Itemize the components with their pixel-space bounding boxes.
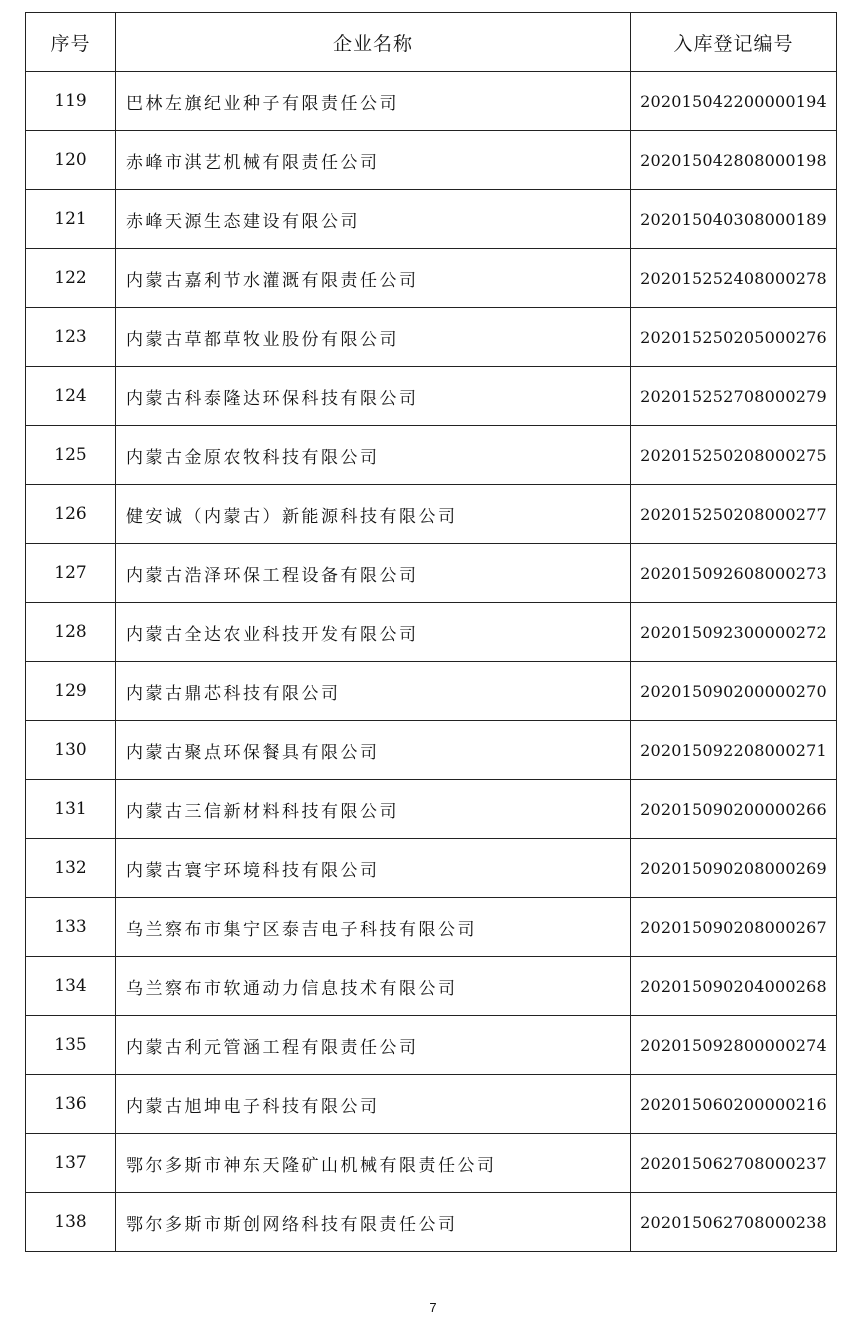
row-registration-code: 202015090204000268 <box>631 957 837 1016</box>
table-row <box>26 839 837 898</box>
row-index: 133 <box>26 898 116 957</box>
row-index: 137 <box>26 1134 116 1193</box>
row-company-name: 内蒙古草都草牧业股份有限公司 <box>116 308 631 367</box>
table-row <box>26 1193 837 1252</box>
table-row <box>26 662 837 721</box>
table-row <box>26 308 837 367</box>
table-row <box>26 1075 837 1134</box>
row-registration-code: 202015092800000274 <box>631 1016 837 1075</box>
row-company-name: 内蒙古三信新材料科技有限公司 <box>116 780 631 839</box>
row-registration-code: 202015090208000269 <box>631 839 837 898</box>
enterprise-registry-table <box>25 12 837 1252</box>
row-index: 138 <box>26 1193 116 1252</box>
row-registration-code: 202015250208000275 <box>631 426 837 485</box>
row-registration-code: 202015092300000272 <box>631 603 837 662</box>
table-row <box>26 957 837 1016</box>
enterprise-registry-table-container <box>25 12 836 1252</box>
table-row <box>26 249 837 308</box>
table-row <box>26 780 837 839</box>
table-header-row <box>26 13 837 72</box>
row-index: 126 <box>26 485 116 544</box>
table-row <box>26 131 837 190</box>
row-registration-code: 202015042808000198 <box>631 131 837 190</box>
row-company-name: 内蒙古聚点环保餐具有限公司 <box>116 721 631 780</box>
row-registration-code: 202015062708000237 <box>631 1134 837 1193</box>
row-company-name: 内蒙古嘉利节水灌溉有限责任公司 <box>116 249 631 308</box>
table-row <box>26 485 837 544</box>
row-index: 127 <box>26 544 116 603</box>
header-index: 序号 <box>26 13 116 72</box>
row-index: 134 <box>26 957 116 1016</box>
row-company-name: 健安诚（内蒙古）新能源科技有限公司 <box>116 485 631 544</box>
row-company-name: 巴林左旗纪业种子有限责任公司 <box>116 72 631 131</box>
header-registration-code: 入库登记编号 <box>631 13 837 72</box>
row-company-name: 赤峰市淇艺机械有限责任公司 <box>116 131 631 190</box>
table-row <box>26 1134 837 1193</box>
table-row <box>26 544 837 603</box>
row-index: 128 <box>26 603 116 662</box>
row-company-name: 鄂尔多斯市斯创网络科技有限责任公司 <box>116 1193 631 1252</box>
row-index: 129 <box>26 662 116 721</box>
row-registration-code: 202015090208000267 <box>631 898 837 957</box>
row-company-name: 内蒙古全达农业科技开发有限公司 <box>116 603 631 662</box>
row-registration-code: 202015250205000276 <box>631 308 837 367</box>
row-registration-code: 202015252708000279 <box>631 367 837 426</box>
row-company-name: 鄂尔多斯市神东天隆矿山机械有限责任公司 <box>116 1134 631 1193</box>
table-row <box>26 367 837 426</box>
row-index: 122 <box>26 249 116 308</box>
row-registration-code: 202015250208000277 <box>631 485 837 544</box>
table-row <box>26 426 837 485</box>
row-registration-code: 202015092608000273 <box>631 544 837 603</box>
row-company-name: 乌兰察布市软通动力信息技术有限公司 <box>116 957 631 1016</box>
row-company-name: 内蒙古寰宇环境科技有限公司 <box>116 839 631 898</box>
table-row <box>26 72 837 131</box>
row-registration-code: 202015090200000266 <box>631 780 837 839</box>
row-company-name: 内蒙古科泰隆达环保科技有限公司 <box>116 367 631 426</box>
row-company-name: 内蒙古鼎芯科技有限公司 <box>116 662 631 721</box>
table-row <box>26 190 837 249</box>
row-company-name: 内蒙古浩泽环保工程设备有限公司 <box>116 544 631 603</box>
row-index: 135 <box>26 1016 116 1075</box>
row-registration-code: 202015040308000189 <box>631 190 837 249</box>
row-index: 130 <box>26 721 116 780</box>
row-registration-code: 202015090200000270 <box>631 662 837 721</box>
row-company-name: 内蒙古金原农牧科技有限公司 <box>116 426 631 485</box>
row-registration-code: 202015092208000271 <box>631 721 837 780</box>
row-index: 131 <box>26 780 116 839</box>
row-index: 124 <box>26 367 116 426</box>
row-index: 125 <box>26 426 116 485</box>
row-index: 121 <box>26 190 116 249</box>
row-registration-code: 202015042200000194 <box>631 72 837 131</box>
page-number: 7 <box>429 1300 437 1315</box>
table-row <box>26 1016 837 1075</box>
table-row <box>26 898 837 957</box>
table-row <box>26 603 837 662</box>
header-company-name: 企业名称 <box>116 13 631 72</box>
row-index: 119 <box>26 72 116 131</box>
table-body <box>26 72 837 1252</box>
row-index: 120 <box>26 131 116 190</box>
row-index: 123 <box>26 308 116 367</box>
row-registration-code: 202015252408000278 <box>631 249 837 308</box>
row-company-name: 内蒙古利元管涵工程有限责任公司 <box>116 1016 631 1075</box>
row-index: 136 <box>26 1075 116 1134</box>
row-company-name: 赤峰天源生态建设有限公司 <box>116 190 631 249</box>
row-index: 132 <box>26 839 116 898</box>
row-registration-code: 202015060200000216 <box>631 1075 837 1134</box>
row-company-name: 内蒙古旭坤电子科技有限公司 <box>116 1075 631 1134</box>
row-company-name: 乌兰察布市集宁区泰吉电子科技有限公司 <box>116 898 631 957</box>
row-registration-code: 202015062708000238 <box>631 1193 837 1252</box>
table-row <box>26 721 837 780</box>
